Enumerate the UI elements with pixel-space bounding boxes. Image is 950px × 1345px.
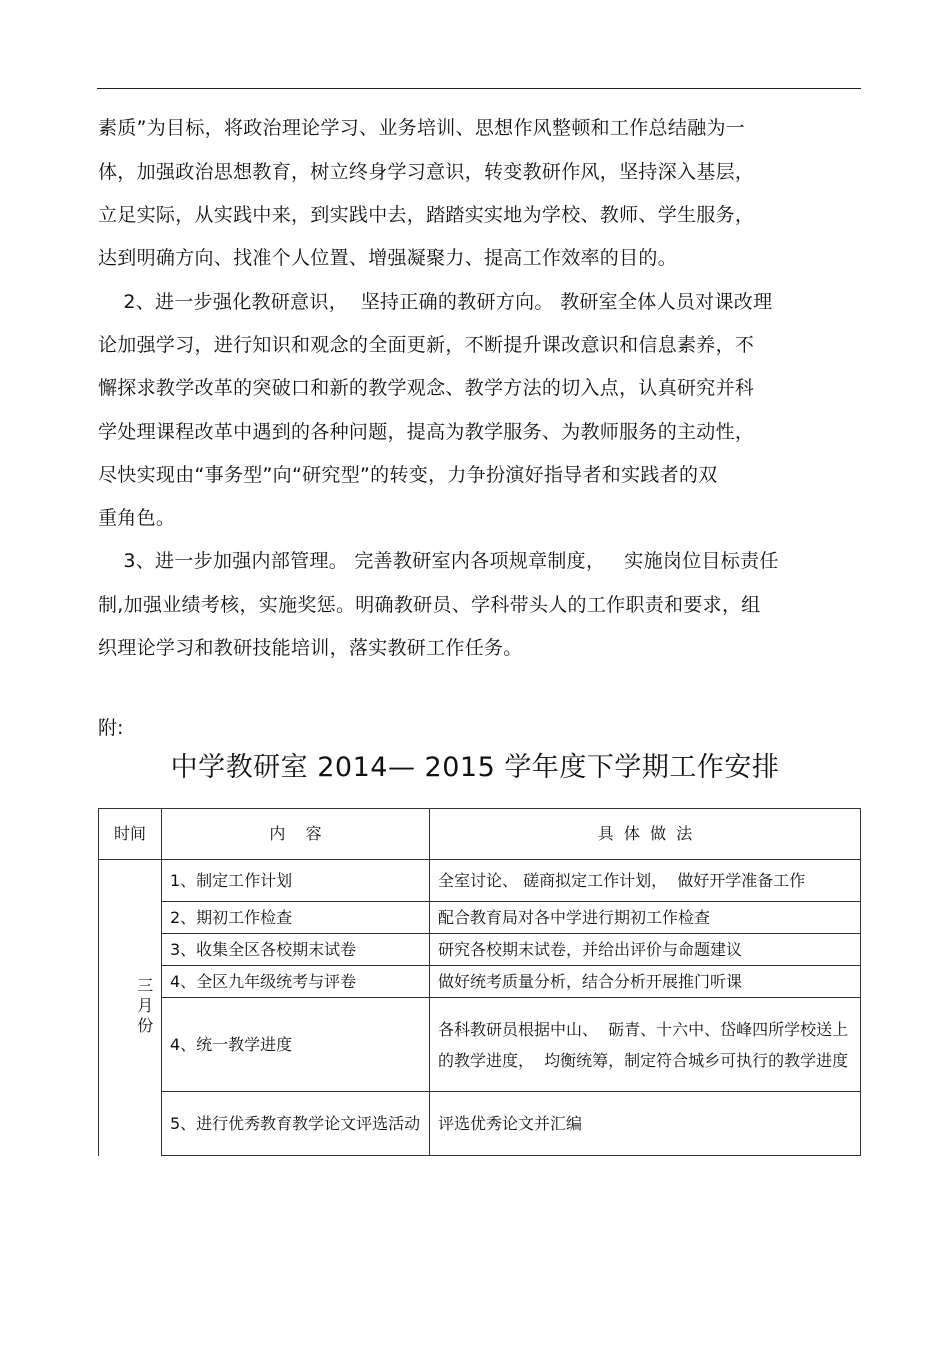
content-cell: 2、期初工作检查 [162, 902, 430, 934]
method-cell: 配合教育局对各中学进行期初工作检查 [430, 902, 861, 934]
method-cell: 研究各校期末试卷，并给出评价与命题建议 [430, 934, 861, 966]
content-cell: 3、收集全区各校期末试卷 [162, 934, 430, 966]
header-time: 时间 [99, 809, 162, 860]
paragraph-line: 制,加强业绩考核，实施奖惩。明确教研员、学科带头人的工作职责和要求，组 [98, 594, 761, 616]
table-row [99, 860, 861, 902]
header-method: 具 体 做 法 [430, 809, 861, 860]
paragraph-line: 懈探求教学改革的突破口和新的教学观念、教学方法的切入点，认真研究并科 [98, 377, 755, 399]
paragraph-line: 织理论学习和教研技能培训，落实教研工作任务。 [98, 637, 523, 659]
schedule-table [98, 808, 861, 1156]
month-label: 三月份 [137, 976, 154, 1036]
method-cell: 全室讨论、 磋商拟定工作计划， 做好开学准备工作 [430, 860, 861, 902]
month-cell [99, 860, 162, 1156]
table-row [99, 934, 861, 966]
paragraph-line: 学处理课程改革中遇到的各种问题，提高为教学服务、为教师服务的主动性， [98, 421, 755, 443]
content-cell: 1、制定工作计划 [162, 860, 430, 902]
header-content: 内 容 [162, 809, 430, 860]
appendix-label: 附: [98, 717, 124, 739]
content-cell: 4、统一教学进度 [162, 998, 430, 1092]
table-header-row [99, 809, 861, 860]
table-row [99, 1092, 861, 1156]
table-row [99, 902, 861, 934]
table-title: 中学教研室 2014— 2015 学年度下学期工作安排 [170, 752, 780, 783]
method-cell: 各科教研员根据中山、 砺青、十六中、岱峰四所学校送上的教学进度， 均衡统筹，制定符合城乡可执行的教学进度 [430, 998, 861, 1092]
content-cell: 4、全区九年级统考与评卷 [162, 966, 430, 998]
method-cell: 做好统考质量分析，结合分析开展推门听课 [430, 966, 861, 998]
paragraph-line: 达到明确方向、找准个人位置、增强凝聚力、提高工作效率的目的。 [98, 247, 678, 269]
paragraph-line: 体，加强政治思想教育，树立终身学习意识，转变教研作风，坚持深入基层， [98, 161, 755, 183]
header-rule [97, 88, 861, 89]
paragraph-line: 素质”为目标，将政治理论学习、业务培训、思想作风整顿和工作总结融为一 [98, 117, 746, 139]
paragraph-line: 重角色。 [98, 507, 176, 529]
method-cell: 评选优秀论文并汇编 [430, 1092, 861, 1156]
paragraph-line: 2、进一步强化教研意识， 坚持正确的教研方向。 教研室全体人员对课改理 [98, 291, 773, 313]
table-row [99, 966, 861, 998]
content-cell: 5、进行优秀教育教学论文评选活动 [162, 1092, 430, 1156]
paragraph-line: 3、进一步加强内部管理。 完善教研室内各项规章制度， 实施岗位目标责任 [98, 550, 779, 572]
table-row [99, 998, 861, 1092]
paragraph-line: 论加强学习，进行知识和观念的全面更新，不断提升课改意识和信息素养，不 [98, 334, 755, 356]
paragraph-line: 尽快实现由“事务型”向“研究型”的转变，力争扮演好指导者和实践者的双 [98, 464, 718, 486]
paragraph-line: 立足实际，从实践中来，到实践中去，踏踏实实地为学校、教师、学生服务， [98, 204, 755, 226]
